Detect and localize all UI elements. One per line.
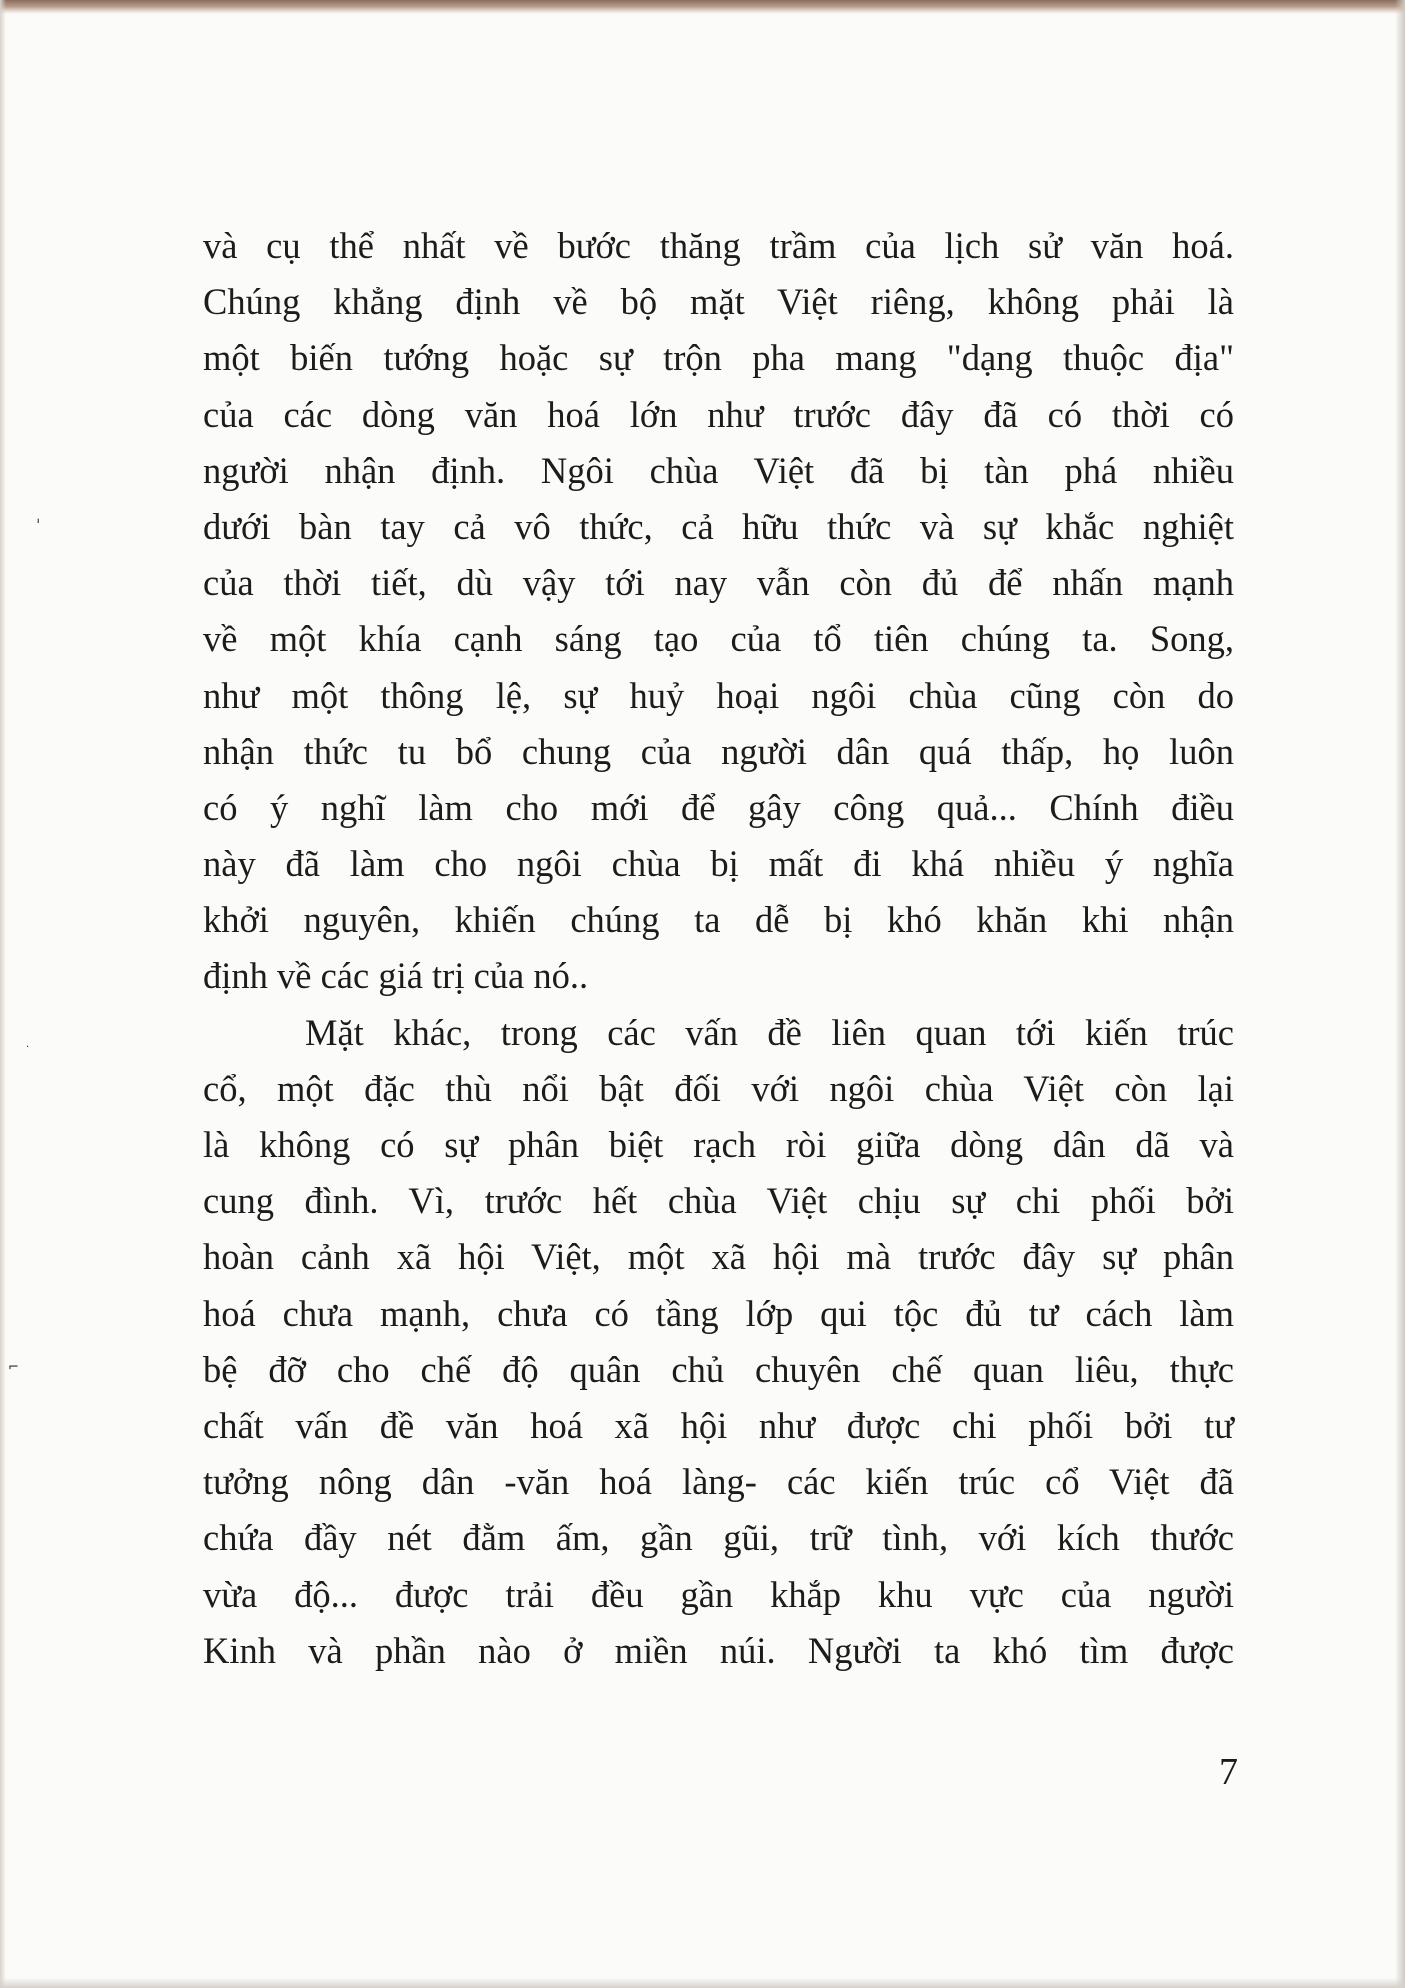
text-line: khởi nguyên, khiến chúng ta dễ bị khó khăn khi nhận bbox=[203, 899, 1234, 941]
text-line: có ý nghĩ làm cho mới để gây công quả... Chính điều bbox=[203, 786, 1234, 828]
text-line: Kinh và phần nào ở miền núi. Người ta khó tìm được bbox=[203, 1629, 1234, 1671]
text-line: nhận thức tu bổ chung của người dân quá thấp, họ luôn bbox=[203, 730, 1234, 772]
text-line: hoàn cảnh xã hội Việt, một xã hội mà trước đây sự phân bbox=[203, 1236, 1234, 1278]
text-line: như một thông lệ, sự huỷ hoại ngôi chùa cũng còn do bbox=[203, 674, 1234, 716]
page-top-edge bbox=[0, 0, 1405, 14]
text-line: người nhận định. Ngôi chùa Việt đã bị tàn phá nhiều bbox=[203, 449, 1234, 491]
body-text bbox=[203, 218, 1234, 1679]
text-line: về một khía cạnh sáng tạo của tổ tiên chúng ta. Song, bbox=[203, 618, 1234, 660]
paragraph-end-line: định về các giá trị của nó.. bbox=[203, 955, 589, 997]
text-line: của các dòng văn hoá lớn như trước đây đã có thời có bbox=[203, 393, 1234, 435]
text-line: này đã làm cho ngôi chùa bị mất đi khá nhiều ý nghĩa bbox=[203, 843, 1234, 885]
text-line: tưởng nông dân -văn hoá làng- các kiến trúc cổ Việt đã bbox=[203, 1461, 1234, 1503]
text-line: chứa đầy nét đằm ấm, gần gũi, trữ tình, với kích thước bbox=[203, 1517, 1234, 1559]
margin-speck: · bbox=[26, 1042, 30, 1053]
page-number: 7 bbox=[1219, 1751, 1238, 1793]
page-right-edge bbox=[1395, 0, 1405, 1988]
text-line: cổ, một đặc thù nổi bật đối với ngôi chùa Việt còn lại bbox=[203, 1067, 1234, 1109]
page-left-edge bbox=[0, 0, 6, 1988]
text-line: chất vấn đề văn hoá xã hội như được chi phối bởi tư bbox=[203, 1404, 1234, 1446]
text-line: là không có sự phân biệt rạch ròi giữa dòng dân dã và bbox=[203, 1124, 1234, 1165]
text-line: vừa độ... được trải đều gần khắp khu vực của người bbox=[203, 1573, 1234, 1615]
text-line: và cụ thể nhất về bước thăng trầm của lịch sử văn hoá. bbox=[203, 225, 1234, 266]
text-line: hoá chưa mạnh, chưa có tầng lớp qui tộc đủ tư cách làm bbox=[203, 1292, 1234, 1334]
text-line: Chúng khẳng định về bộ mặt Việt riêng, không phải là bbox=[203, 281, 1234, 323]
page-bottom-edge bbox=[0, 1978, 1405, 1988]
text-line: bệ đỡ cho chế độ quân chủ chuyên chế quan liêu, thực bbox=[203, 1348, 1234, 1390]
margin-speck: ⌐ bbox=[8, 1360, 19, 1375]
text-line: cung đình. Vì, trước hết chùa Việt chịu sự chi phối bởi bbox=[203, 1180, 1234, 1222]
text-line: dưới bàn tay cả vô thức, cả hữu thức và sự khắc nghiệt bbox=[203, 505, 1234, 547]
text-line: của thời tiết, dù vậy tới nay vẫn còn đủ để nhấn mạnh bbox=[203, 562, 1234, 604]
margin-speck: ˈ bbox=[36, 516, 41, 535]
text-line: một biến tướng hoặc sự trộn pha mang "dạng thuộc địa" bbox=[203, 337, 1234, 379]
paragraph-start-line: Mặt khác, trong các vấn đề liên quan tới kiến trúc bbox=[305, 1011, 1234, 1053]
